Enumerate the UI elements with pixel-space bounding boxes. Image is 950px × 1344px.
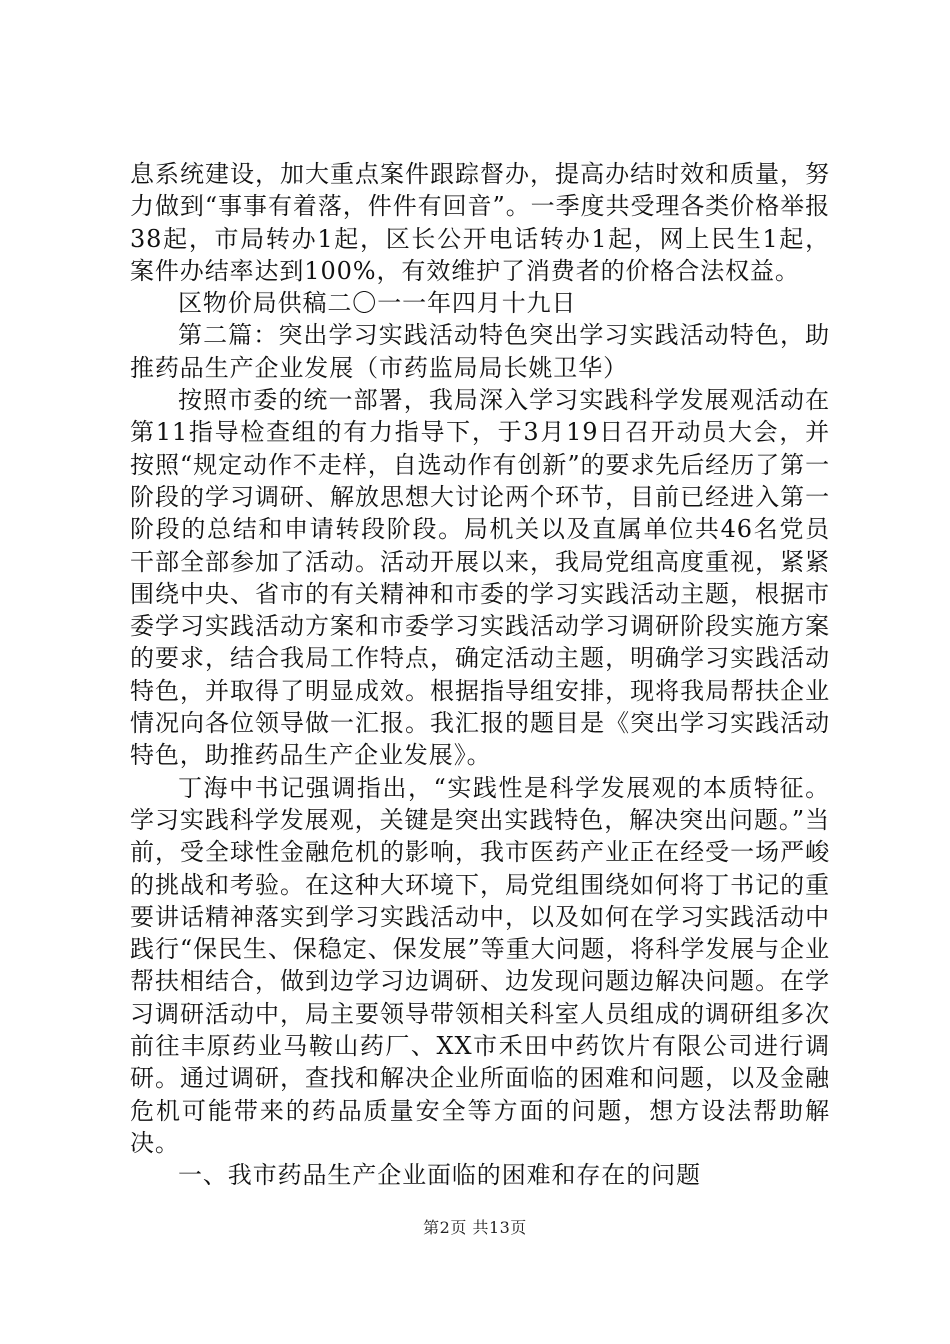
paragraph-heading: 一、我市药品生产企业面临的困难和存在的问题 bbox=[178, 1161, 701, 1190]
paragraph-continuation: 息系统建设，加大重点案件跟踪督办，提高办结时效和质量，努力做到“事事有着落，件件有回音”。一季度共受理各类价格举报38起，市局转办1起，区长公开电话转办1起，网上民生1起，案件办结率达到100%，有效维护了消费者的价格合法权益。 bbox=[130, 160, 830, 285]
page-number-footer: 第2页 共13页 bbox=[423, 1218, 527, 1237]
paragraph-section-title: 第二篇：突出学习实践活动特色突出学习实践活动特色，助推药品生产企业发展（市药监局局长姚卫华） bbox=[130, 321, 830, 382]
paragraph-body: 按照市委的统一部署，我局深入学习实践科学发展观活动在第11指导检查组的有力指导下，于3月19日召开动员大会，并按照“规定动作不走样，自选动作有创新”的要求先后经历了第一阶段的学习调研、解放思想大讨论两个环节，目前已经进入第一阶段的总结和申请转段阶段。局机关以及直属单位共46名党员干部全部参加了活动。活动开展以来，我局党组高度重视，紧紧围绕中央、省市的有关精神和市委的学习实践活动主题，根据市委学习实践活动方案和市委学习实践活动学习调研阶段实施方案的要求，结合我局工作特点，确定活动主题，明确学习实践活动特色，并取得了明显成效。根据指导组安排，现将我局帮扶企业情况向各位领导做一汇报。我汇报的题目是《突出学习实践活动特色，助推药品生产企业发展》。 bbox=[130, 386, 830, 770]
paragraph-byline: 区物价局供稿二〇一一年四月十九日 bbox=[178, 289, 577, 318]
paragraph-body: 丁海中书记强调指出，“实践性是科学发展观的本质特征。学习实践科学发展观，关键是突出实践特色，解决突出问题。”当前，受全球性金融危机的影响，我市医药产业正在经受一场严峻的挑战和考验。在这种大环境下，局党组围绕如何将丁书记的重要讲话精神落实到学习实践活动中，以及如何在学习实践活动中践行“保民生、保稳定、保发展”等重大问题，将科学发展与企业帮扶相结合，做到边学习边调研、边发现问题边解决问题。在学习调研活动中，局主要领导带领相关科室人员组成的调研组多次前往丰原药业马鞍山药厂、XX市禾田中药饮片有限公司进行调研。通过调研，查找和解决企业所面临的困难和问题，以及金融危机可能带来的药品质量安全等方面的问题，想方设法帮助解决。 bbox=[130, 773, 830, 1157]
document-body bbox=[130, 158, 830, 1192]
